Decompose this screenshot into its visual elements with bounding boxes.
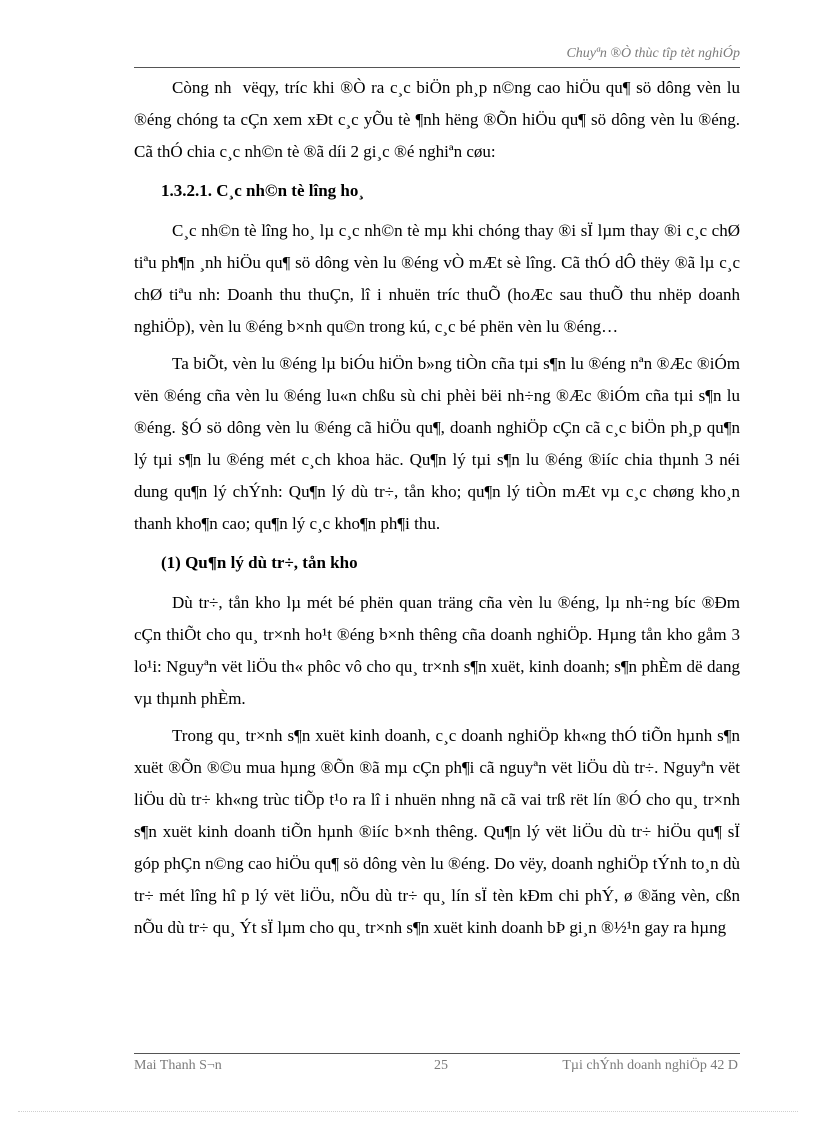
paragraph-intro: Còng nh vëqy, tríc khi ®Ò ra c¸c biÖn ph¸p n©ng cao hiÖu qu¶ sö dông vèn lu ®éng chóng ta cÇn xem xÐt c¸c yÕu tè ¶nh hëng ®Õn hiÖu qu¶ sö dông vèn lu ®éng. Cã thÓ chia c¸c nh©n tè ®ã díi 2 gi¸c ®é nghiªn cøu: — [134, 78, 740, 161]
document-body — [134, 72, 740, 944]
footer-divider — [134, 1053, 740, 1054]
section-heading-quantitative-factors: 1.3.2.1. C¸c nh©n tè lîng ho¸ — [161, 181, 365, 200]
running-header: Chuyªn ®Ò thùc tîp tèt nghiÓp — [566, 46, 740, 61]
paragraph-inventory: Dù tr÷, tån kho lµ mét bé phën quan träng cña vèn lu ®éng, lµ nh÷ng bíc ®Ðm cÇn thiÕt cho qu¸ tr×nh ho¹t ®éng b×nh thêng cña doanh nghiÖp. Hµng tån kho gåm 3 lo¹i: Nguyªn vët liÖu th« phôc vô cho qu¸ tr×nh s¶n xuët, kinh doanh; s¶n phÈm dë dang vµ thµnh phÈm. — [134, 593, 740, 708]
paragraph-quantitative-factors: C¸c nh©n tè lîng ho¸ lµ c¸c nh©n tè mµ khi chóng thay ®i sÏ lµm thay ®i c¸c chØ tiªu ph¶n ¸nh hiÖu qu¶ sö dông vèn lu ®éng vÒ mÆt sè lîng. Cã thÓ dÔ thëy ®ã lµ c¸c chØ tiªu nh: Doanh thu thuÇn, lî i nhuën tríc thuÕ (hoÆc sau thuÕ thu nhëp doanh nghiÖp), vèn lu ®éng b×nh qu©n trong kú, c¸c bé phën vèn lu ®éng… — [134, 221, 740, 336]
footer-author: Mai Thanh S¬n — [134, 1058, 222, 1073]
header-divider — [134, 67, 740, 68]
paragraph-working-capital: Ta biÕt, vèn lu ®éng lµ biÓu hiÖn b»ng tiÒn cña tµi s¶n lu ®éng nªn ®Æc ®iÓm vën ®éng cña vèn lu ®éng lu«n chßu sù chi phèi bëi nh÷ng ®Æc ®iÓm cña tµi s¶n lu ®éng. §Ó sö dông vèn lu ®éng cã hiÖu qu¶, doanh nghiÖp cÇn cã c¸c biÖn ph¸p qu¶n lý tµi s¶n lu ®éng mét c¸ch khoa häc. Qu¶n lý tµi s¶n lu ®éng ®iíc chia thµnh 3 néi dung qu¶n lý chÝnh: Qu¶n lý dù tr÷, tån kho; qu¶n lý tiÒn mÆt vµ c¸c chøng kho¸n thanh kho¶n cao; qu¶n lý c¸c kho¶n ph¶i thu. — [134, 354, 740, 533]
paragraph-production: Trong qu¸ tr×nh s¶n xuët kinh doanh, c¸c doanh nghiÖp kh«ng thÓ tiÕn hµnh s¶n xuët ®Õn ®©u mua hµng ®Õn ®ã mµ cÇn ph¶i cã nguyªn vët liÖu dù tr÷. Nguyªn vët liÖu dù tr÷ kh«ng trùc tiÕp t¹o ra lî i nhuën nhng nã cã vai trß rët lín ®Ó cho qu¸ tr×nh s¶n xuët kinh doanh tiÕn hµnh ®iíc b×nh thêng. Qu¶n lý vët liÖu dù tr÷ hiÖu qu¶ sÏ góp phÇn n©ng cao hiÖu qu¶ sö dông vèn lu ®éng. Do vëy, doanh nghiÖp tÝnh to¸n dù tr÷ mét lîng hî p lý vët liÖu, nÕu dù tr÷ qu¸ lín sÏ tèn kÐm chi phÝ, ø ®ăng vèn, cßn nÕu dù tr÷ qu¸ Ýt sÏ lµm cho qu¸ tr×nh s¶n xuët kinh doanh bÞ gi¸n ®½¹n gay ra hµng — [134, 726, 740, 937]
page-edge-divider — [18, 1111, 798, 1112]
page-number: 25 — [434, 1058, 448, 1073]
footer-class-info: Tµi chÝnh doanh nghiÖp 42 D — [562, 1058, 738, 1073]
section-heading-inventory-management: (1) Qu¶n lý dù tr÷, tån kho — [161, 553, 358, 572]
